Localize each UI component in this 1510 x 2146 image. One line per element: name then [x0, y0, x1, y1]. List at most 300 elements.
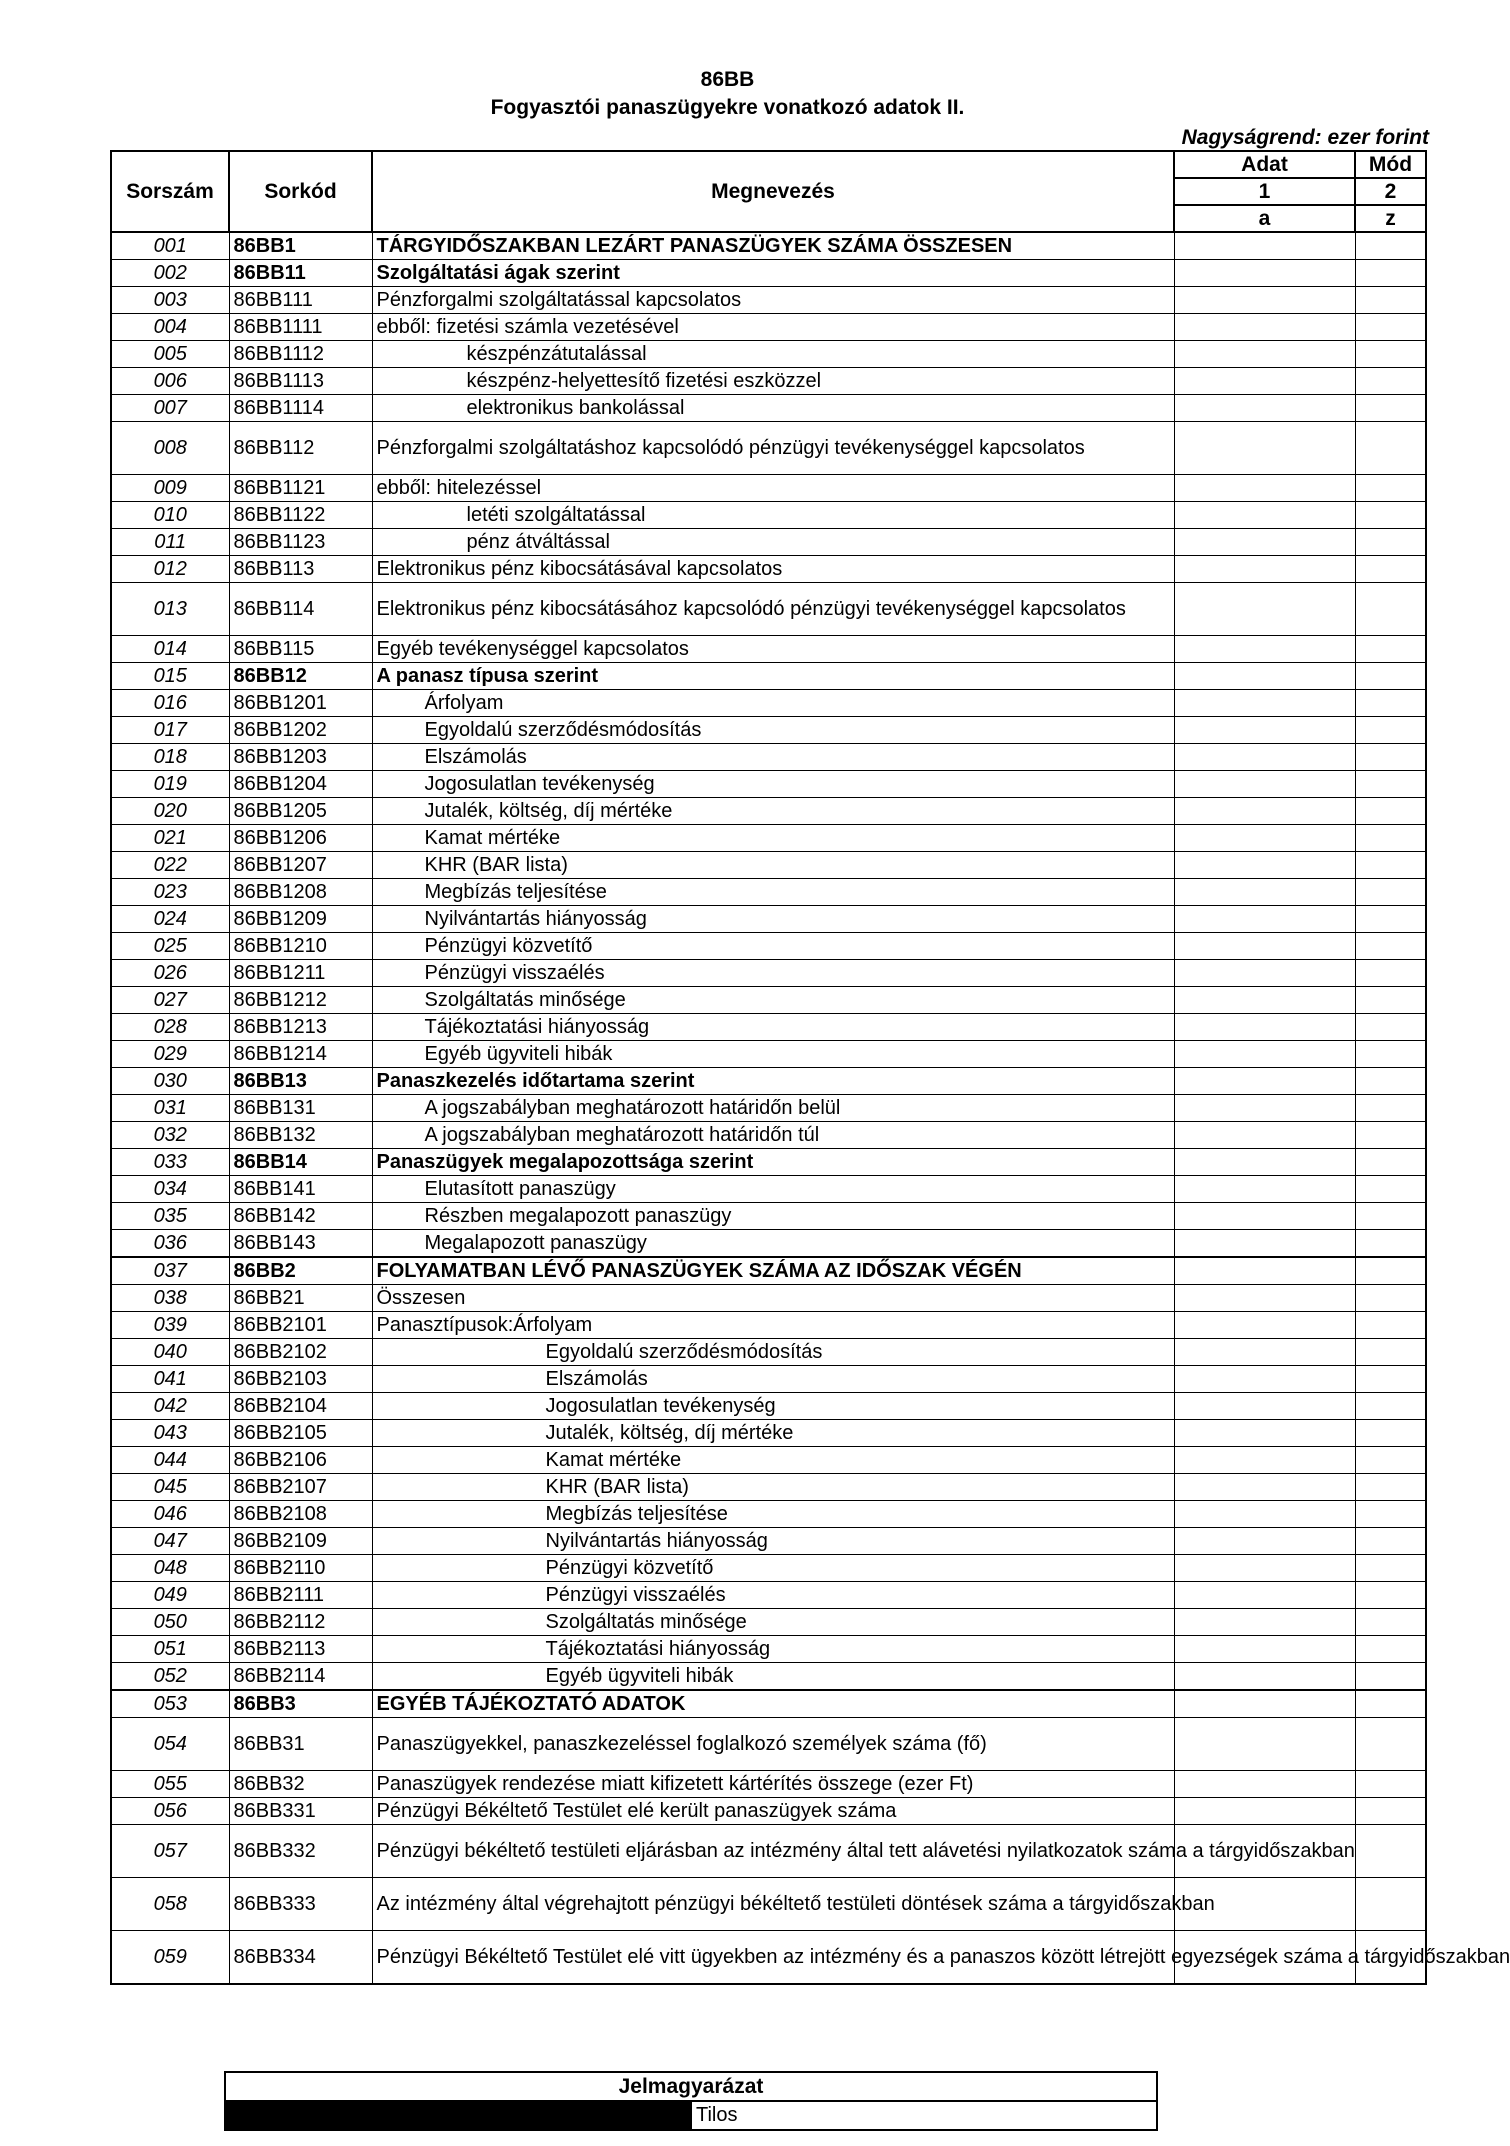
table-row [111, 260, 1426, 287]
mod-cell[interactable] [1355, 395, 1426, 422]
mod-cell[interactable] [1355, 475, 1426, 502]
row-code: 86BB2104 [229, 1393, 372, 1420]
mod-cell[interactable] [1355, 1176, 1426, 1203]
mod-cell[interactable] [1355, 502, 1426, 529]
mod-cell[interactable] [1355, 1095, 1426, 1122]
row-number: 052 [111, 1663, 229, 1691]
row-name: Egyéb ügyviteli hibák [372, 1663, 1174, 1691]
row-code: 86BB1205 [229, 798, 372, 825]
mod-cell[interactable] [1355, 798, 1426, 825]
mod-cell[interactable] [1355, 1636, 1426, 1663]
table-row [111, 1203, 1426, 1230]
document-code: 86BB [700, 68, 755, 91]
row-number: 034 [111, 1176, 229, 1203]
row-code: 86BB1 [229, 232, 372, 260]
row-name: Kamat mértéke [372, 1447, 1174, 1474]
row-number: 047 [111, 1528, 229, 1555]
adat-cell[interactable] [1174, 1663, 1355, 1691]
adat-cell[interactable] [1174, 1149, 1355, 1176]
row-code: 86BB333 [229, 1878, 372, 1931]
adat-cell[interactable] [1174, 1771, 1355, 1798]
row-name: Pénzügyi közvetítő [372, 933, 1174, 960]
row-name: Szolgáltatás minősége [372, 987, 1174, 1014]
adat-cell[interactable] [1174, 1312, 1355, 1339]
table-row [111, 1447, 1426, 1474]
row-number: 044 [111, 1447, 229, 1474]
table-row [111, 1095, 1426, 1122]
table-row [111, 636, 1426, 663]
row-code: 86BB1121 [229, 475, 372, 502]
mod-cell[interactable] [1355, 1582, 1426, 1609]
row-name: ebből: fizetési számla vezetésével [372, 314, 1174, 341]
header-mod-letter: z [1355, 205, 1426, 232]
table-row [111, 906, 1426, 933]
adat-cell[interactable] [1174, 1609, 1355, 1636]
row-name: Egyoldalú szerződésmódosítás [372, 717, 1174, 744]
mod-cell[interactable] [1355, 1339, 1426, 1366]
mod-cell[interactable] [1355, 287, 1426, 314]
mod-cell[interactable] [1355, 583, 1426, 636]
mod-cell[interactable] [1355, 1474, 1426, 1501]
row-code: 86BB1203 [229, 744, 372, 771]
row-number: 007 [111, 395, 229, 422]
adat-cell[interactable] [1174, 260, 1355, 287]
adat-cell[interactable] [1174, 1636, 1355, 1663]
row-code: 86BB2106 [229, 1447, 372, 1474]
table-row [111, 1528, 1426, 1555]
mod-cell[interactable] [1355, 1366, 1426, 1393]
mod-cell[interactable] [1355, 260, 1426, 287]
row-name: Egyéb tevékenységgel kapcsolatos [372, 636, 1174, 663]
row-number: 016 [111, 690, 229, 717]
table-row [111, 1366, 1426, 1393]
row-name: Nyilvántartás hiányosság [372, 1528, 1174, 1555]
adat-cell[interactable] [1174, 1798, 1355, 1825]
table-row [111, 1393, 1426, 1420]
table-row [111, 1041, 1426, 1068]
mod-cell[interactable] [1355, 1718, 1426, 1771]
table-row [111, 475, 1426, 502]
adat-cell[interactable] [1174, 1474, 1355, 1501]
mod-cell[interactable] [1355, 906, 1426, 933]
mod-cell[interactable] [1355, 717, 1426, 744]
mod-cell[interactable] [1355, 636, 1426, 663]
row-code: 86BB115 [229, 636, 372, 663]
row-name: Jutalék, költség, díj mértéke [372, 798, 1174, 825]
adat-cell[interactable] [1174, 1528, 1355, 1555]
mod-cell[interactable] [1355, 1014, 1426, 1041]
mod-cell[interactable] [1355, 1257, 1426, 1285]
adat-cell[interactable] [1174, 502, 1355, 529]
adat-cell[interactable] [1174, 395, 1355, 422]
row-name: Pénzügyi Békéltető Testület elé került panaszügyek száma [372, 1798, 1174, 1825]
row-name: Egyéb ügyviteli hibák [372, 1041, 1174, 1068]
row-number: 058 [111, 1878, 229, 1931]
row-name: FOLYAMATBAN LÉVŐ PANASZÜGYEK SZÁMA AZ IDŐSZAK VÉGÉN [372, 1257, 1174, 1285]
row-code: 86BB1207 [229, 852, 372, 879]
row-code: 86BB1210 [229, 933, 372, 960]
row-number: 049 [111, 1582, 229, 1609]
row-name: Tájékoztatási hiányosság [372, 1014, 1174, 1041]
adat-cell[interactable] [1174, 1501, 1355, 1528]
row-code: 86BB14 [229, 1149, 372, 1176]
mod-cell[interactable] [1355, 1609, 1426, 1636]
row-name: Jutalék, költség, díj mértéke [372, 1420, 1174, 1447]
row-name: Pénzügyi visszaélés [372, 960, 1174, 987]
mod-cell[interactable] [1355, 368, 1426, 395]
row-number: 001 [111, 232, 229, 260]
adat-cell[interactable] [1174, 314, 1355, 341]
row-name: KHR (BAR lista) [372, 852, 1174, 879]
adat-cell[interactable] [1174, 232, 1355, 260]
table-row [111, 1230, 1426, 1258]
mod-cell[interactable] [1355, 422, 1426, 475]
adat-cell[interactable] [1174, 906, 1355, 933]
row-name: Egyoldalú szerződésmódosítás [372, 1339, 1174, 1366]
table-row [111, 744, 1426, 771]
mod-cell[interactable] [1355, 1285, 1426, 1312]
row-number: 010 [111, 502, 229, 529]
row-name: Pénzügyi közvetítő [372, 1555, 1174, 1582]
adat-cell[interactable] [1174, 1122, 1355, 1149]
legend-label-tilos: Tilos [691, 2101, 1157, 2130]
row-number: 021 [111, 825, 229, 852]
mod-cell[interactable] [1355, 1555, 1426, 1582]
legend-table [224, 2071, 1158, 2131]
row-number: 024 [111, 906, 229, 933]
row-number: 022 [111, 852, 229, 879]
row-code: 86BB2109 [229, 1528, 372, 1555]
row-name: Megalapozott panaszügy [372, 1230, 1174, 1258]
row-number: 025 [111, 933, 229, 960]
row-name: Összesen [372, 1285, 1174, 1312]
row-number: 051 [111, 1636, 229, 1663]
adat-cell[interactable] [1174, 1176, 1355, 1203]
mod-cell[interactable] [1355, 1825, 1426, 1878]
table-row [111, 1663, 1426, 1691]
row-name: Panaszügyekkel, panaszkezeléssel foglalkozó személyek száma (fő) [372, 1718, 1174, 1771]
row-name: Tájékoztatási hiányosság [372, 1636, 1174, 1663]
mod-cell[interactable] [1355, 1690, 1426, 1718]
table-row [111, 852, 1426, 879]
header-sorszam: Sorszám [111, 151, 229, 232]
adat-cell[interactable] [1174, 1555, 1355, 1582]
row-code: 86BB2105 [229, 1420, 372, 1447]
adat-cell[interactable] [1174, 475, 1355, 502]
table-row [111, 1014, 1426, 1041]
table-row [111, 690, 1426, 717]
table-row [111, 1636, 1426, 1663]
row-name: letéti szolgáltatással [372, 502, 1174, 529]
row-code: 86BB131 [229, 1095, 372, 1122]
row-name: EGYÉB TÁJÉKOZTATÓ ADATOK [372, 1690, 1174, 1718]
row-number: 012 [111, 556, 229, 583]
adat-cell[interactable] [1174, 690, 1355, 717]
table-row [111, 798, 1426, 825]
row-name: Elutasított panaszügy [372, 1176, 1174, 1203]
row-name: Szolgáltatási ágak szerint [372, 260, 1174, 287]
adat-cell[interactable] [1174, 798, 1355, 825]
adat-cell[interactable] [1174, 1690, 1355, 1718]
row-code: 86BB2110 [229, 1555, 372, 1582]
row-number: 004 [111, 314, 229, 341]
row-number: 029 [111, 1041, 229, 1068]
row-code: 86BB1202 [229, 717, 372, 744]
row-code: 86BB13 [229, 1068, 372, 1095]
row-number: 043 [111, 1420, 229, 1447]
adat-cell[interactable] [1174, 825, 1355, 852]
table-row [111, 1718, 1426, 1771]
table-row [111, 1798, 1426, 1825]
row-name: Elektronikus pénz kibocsátásához kapcsolódó pénzügyi tevékenységgel kapcsolatos [372, 583, 1174, 636]
table-row [111, 314, 1426, 341]
row-number: 015 [111, 663, 229, 690]
mod-cell[interactable] [1355, 1149, 1426, 1176]
adat-cell[interactable] [1174, 1420, 1355, 1447]
mod-cell[interactable] [1355, 744, 1426, 771]
adat-cell[interactable] [1174, 1203, 1355, 1230]
table-row [111, 1582, 1426, 1609]
row-number: 003 [111, 287, 229, 314]
row-number: 032 [111, 1122, 229, 1149]
row-number: 033 [111, 1149, 229, 1176]
row-code: 86BB143 [229, 1230, 372, 1258]
mod-cell[interactable] [1355, 1798, 1426, 1825]
legend-swatch-tilos [225, 2101, 691, 2130]
row-name: Pénzforgalmi szolgáltatással kapcsolatos [372, 287, 1174, 314]
row-number: 013 [111, 583, 229, 636]
row-number: 018 [111, 744, 229, 771]
mod-cell[interactable] [1355, 825, 1426, 852]
table-row [111, 1420, 1426, 1447]
adat-cell[interactable] [1174, 771, 1355, 798]
table-row [111, 1122, 1426, 1149]
row-number: 006 [111, 368, 229, 395]
mod-cell[interactable] [1355, 879, 1426, 906]
row-code: 86BB142 [229, 1203, 372, 1230]
mod-cell[interactable] [1355, 987, 1426, 1014]
document-title: Fogyasztói panaszügyekre vonatkozó adatok II. [490, 96, 965, 119]
row-name: Jogosulatlan tevékenység [372, 1393, 1174, 1420]
row-number: 028 [111, 1014, 229, 1041]
table-row [111, 987, 1426, 1014]
mod-cell[interactable] [1355, 771, 1426, 798]
mod-cell[interactable] [1355, 1663, 1426, 1691]
mod-cell[interactable] [1355, 1230, 1426, 1258]
adat-cell[interactable] [1174, 933, 1355, 960]
table-row [111, 1149, 1426, 1176]
row-number: 057 [111, 1825, 229, 1878]
adat-cell[interactable] [1174, 879, 1355, 906]
adat-cell[interactable] [1174, 744, 1355, 771]
row-code: 86BB1113 [229, 368, 372, 395]
row-number: 019 [111, 771, 229, 798]
adat-cell[interactable] [1174, 987, 1355, 1014]
row-name: Nyilvántartás hiányosság [372, 906, 1174, 933]
row-code: 86BB1122 [229, 502, 372, 529]
row-number: 040 [111, 1339, 229, 1366]
row-code: 86BB31 [229, 1718, 372, 1771]
adat-cell[interactable] [1174, 1014, 1355, 1041]
row-number: 059 [111, 1931, 229, 1985]
mod-cell[interactable] [1355, 1878, 1426, 1931]
table-row [111, 1176, 1426, 1203]
table-row [111, 232, 1426, 260]
row-name: Elszámolás [372, 1366, 1174, 1393]
mod-cell[interactable] [1355, 933, 1426, 960]
mod-cell[interactable] [1355, 1203, 1426, 1230]
mod-cell[interactable] [1355, 1420, 1426, 1447]
adat-cell[interactable] [1174, 960, 1355, 987]
table-row [111, 960, 1426, 987]
row-name: Megbízás teljesítése [372, 879, 1174, 906]
row-code: 86BB2111 [229, 1582, 372, 1609]
row-name: Panaszügyek megalapozottsága szerint [372, 1149, 1174, 1176]
row-code: 86BB331 [229, 1798, 372, 1825]
row-code: 86BB12 [229, 663, 372, 690]
adat-cell[interactable] [1174, 717, 1355, 744]
row-number: 055 [111, 1771, 229, 1798]
mod-cell[interactable] [1355, 1528, 1426, 1555]
adat-cell[interactable] [1174, 1285, 1355, 1312]
row-name: Pénzügyi visszaélés [372, 1582, 1174, 1609]
mod-cell[interactable] [1355, 1447, 1426, 1474]
adat-cell[interactable] [1174, 1041, 1355, 1068]
adat-cell[interactable] [1174, 1339, 1355, 1366]
row-name: készpénz-helyettesítő fizetési eszközzel [372, 368, 1174, 395]
mod-cell[interactable] [1355, 690, 1426, 717]
row-code: 86BB1213 [229, 1014, 372, 1041]
row-name: Részben megalapozott panaszügy [372, 1203, 1174, 1230]
table-row [111, 1257, 1426, 1285]
adat-cell[interactable] [1174, 636, 1355, 663]
row-name: Pénzforgalmi szolgáltatáshoz kapcsolódó pénzügyi tevékenységgel kapcsolatos [372, 422, 1174, 475]
header-sorkod: Sorkód [229, 151, 372, 232]
mod-cell[interactable] [1355, 1041, 1426, 1068]
table-row [111, 287, 1426, 314]
row-code: 86BB2102 [229, 1339, 372, 1366]
row-number: 036 [111, 1230, 229, 1258]
header-megnevezes: Megnevezés [372, 151, 1174, 232]
row-number: 026 [111, 960, 229, 987]
adat-cell[interactable] [1174, 663, 1355, 690]
adat-cell[interactable] [1174, 1095, 1355, 1122]
mod-cell[interactable] [1355, 1122, 1426, 1149]
adat-cell[interactable] [1174, 583, 1355, 636]
adat-cell[interactable] [1174, 422, 1355, 475]
mod-cell[interactable] [1355, 314, 1426, 341]
row-code: 86BB1209 [229, 906, 372, 933]
row-number: 009 [111, 475, 229, 502]
row-code: 86BB334 [229, 1931, 372, 1985]
row-number: 037 [111, 1257, 229, 1285]
row-code: 86BB1212 [229, 987, 372, 1014]
row-number: 020 [111, 798, 229, 825]
mod-cell[interactable] [1355, 960, 1426, 987]
adat-cell[interactable] [1174, 1366, 1355, 1393]
mod-cell[interactable] [1355, 232, 1426, 260]
row-code: 86BB1211 [229, 960, 372, 987]
row-code: 86BB111 [229, 287, 372, 314]
table-row [111, 879, 1426, 906]
adat-cell[interactable] [1174, 287, 1355, 314]
row-code: 86BB332 [229, 1825, 372, 1878]
row-name: A jogszabályban meghatározott határidőn túl [372, 1122, 1174, 1149]
mod-cell[interactable] [1355, 1068, 1426, 1095]
row-name: Pénzügyi békéltető testületi eljárásban az intézmény által tett alávetési nyilatkozatok száma a tárgyidőszakban [372, 1825, 1174, 1878]
mod-cell[interactable] [1355, 852, 1426, 879]
adat-cell[interactable] [1174, 852, 1355, 879]
adat-cell[interactable] [1174, 556, 1355, 583]
header-mod: Mód [1355, 151, 1426, 178]
adat-cell[interactable] [1174, 341, 1355, 368]
row-number: 005 [111, 341, 229, 368]
adat-cell[interactable] [1174, 1257, 1355, 1285]
row-name: KHR (BAR lista) [372, 1474, 1174, 1501]
table-row [111, 1339, 1426, 1366]
table-row [111, 1285, 1426, 1312]
row-number: 039 [111, 1312, 229, 1339]
row-number: 014 [111, 636, 229, 663]
row-code: 86BB2112 [229, 1609, 372, 1636]
adat-cell[interactable] [1174, 529, 1355, 556]
table-row [111, 1878, 1426, 1931]
row-number: 038 [111, 1285, 229, 1312]
row-code: 86BB114 [229, 583, 372, 636]
mod-cell[interactable] [1355, 341, 1426, 368]
legend-title: Jelmagyarázat [225, 2072, 1157, 2101]
row-name: Szolgáltatás minősége [372, 1609, 1174, 1636]
row-name: elektronikus bankolással [372, 395, 1174, 422]
table-row [111, 1690, 1426, 1718]
mod-cell[interactable] [1355, 663, 1426, 690]
table-row [111, 1825, 1426, 1878]
row-name: készpénzátutalással [372, 341, 1174, 368]
row-code: 86BB3 [229, 1690, 372, 1718]
adat-cell[interactable] [1174, 1447, 1355, 1474]
row-name: Panaszügyek rendezése miatt kifizetett kártérítés összege (ezer Ft) [372, 1771, 1174, 1798]
header-adat: Adat [1174, 151, 1355, 178]
row-number: 023 [111, 879, 229, 906]
row-name: A panasz típusa szerint [372, 663, 1174, 690]
row-code: 86BB2108 [229, 1501, 372, 1528]
mod-cell[interactable] [1355, 1501, 1426, 1528]
adat-cell[interactable] [1174, 1718, 1355, 1771]
header-adat-letter: a [1174, 205, 1355, 232]
row-number: 046 [111, 1501, 229, 1528]
row-number: 056 [111, 1798, 229, 1825]
row-name: Kamat mértéke [372, 825, 1174, 852]
row-code: 86BB132 [229, 1122, 372, 1149]
adat-cell[interactable] [1174, 1230, 1355, 1258]
table-row [111, 341, 1426, 368]
mod-cell[interactable] [1355, 529, 1426, 556]
data-table [110, 150, 1510, 1985]
row-code: 86BB1201 [229, 690, 372, 717]
mod-cell[interactable] [1355, 1312, 1426, 1339]
mod-cell[interactable] [1355, 1771, 1426, 1798]
adat-cell[interactable] [1174, 1582, 1355, 1609]
adat-cell[interactable] [1174, 1068, 1355, 1095]
mod-cell[interactable] [1355, 556, 1426, 583]
row-number: 030 [111, 1068, 229, 1095]
adat-cell[interactable] [1174, 1393, 1355, 1420]
table-row [111, 1555, 1426, 1582]
mod-cell[interactable] [1355, 1393, 1426, 1420]
row-code: 86BB141 [229, 1176, 372, 1203]
row-code: 86BB21 [229, 1285, 372, 1312]
adat-cell[interactable] [1174, 368, 1355, 395]
